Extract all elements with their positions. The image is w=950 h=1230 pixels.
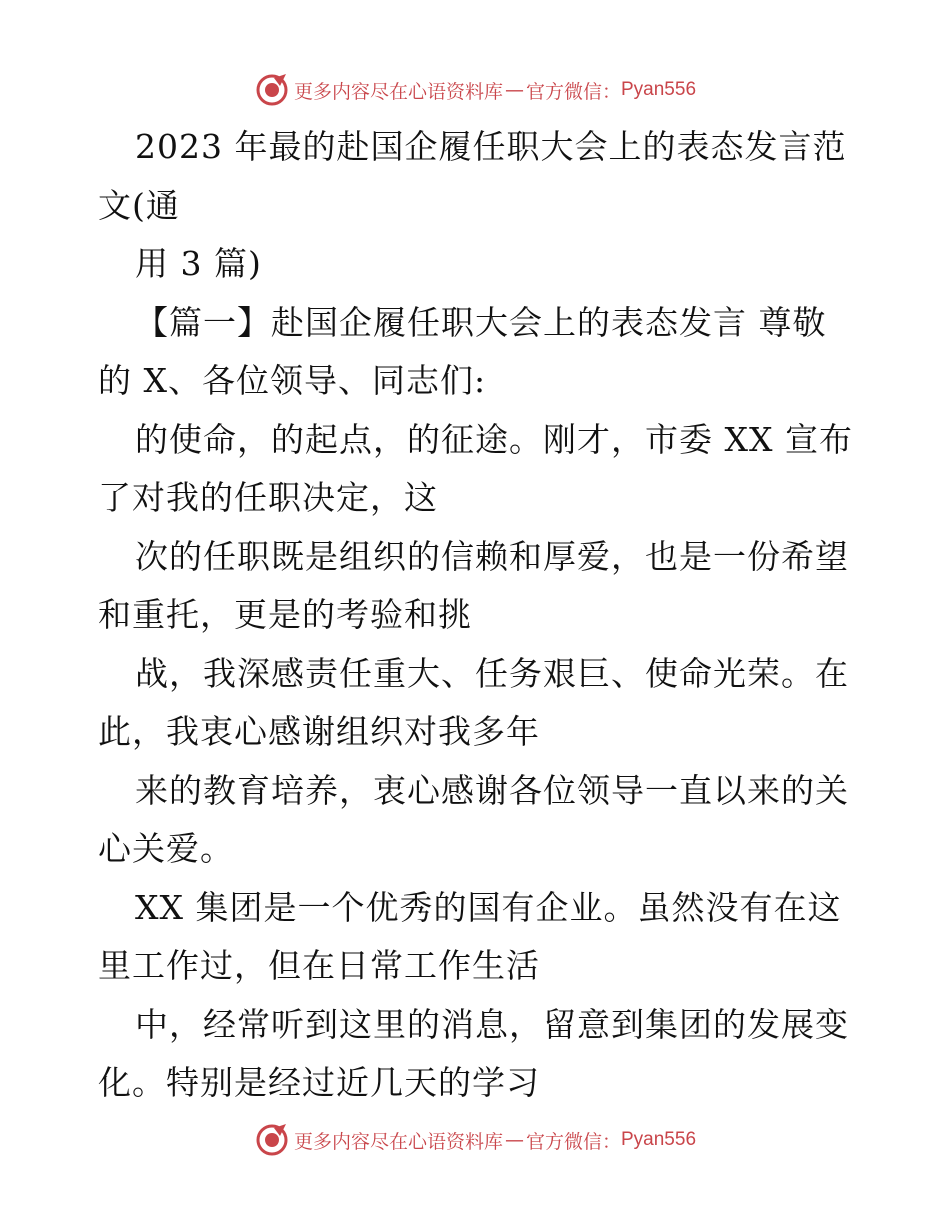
header-banner: [0, 70, 950, 110]
banner-wechat-label: 官方微信：: [525, 80, 621, 103]
text-line: 中，经常听到这里的消息，留意到集团的发展变: [135, 1004, 849, 1044]
text-line: 战，我深感责任重大、任务艰巨、使命光荣。在: [135, 653, 849, 693]
text-line: 此，我衷心感谢组织对我多年: [98, 712, 540, 751]
text-line: XX 集团是一个优秀的国有企业。虽然没有在这: [135, 887, 842, 927]
text-line: 【篇一】赴国企履任职大会上的表态发言 尊敬: [135, 302, 827, 342]
text-line: 文(通: [98, 185, 180, 225]
text-line: 了对我的任职决定，这: [98, 478, 438, 517]
banner-wechat-label: 官方微信：: [525, 1130, 621, 1153]
banner-handle: Pyan556: [621, 1129, 697, 1150]
text-line: 和重托，更是的考验和挑: [98, 595, 472, 634]
text-line: 的使命，的起点，的征途。刚才，市委 XX 宣布: [135, 419, 853, 459]
document-body: [98, 118, 858, 1113]
logo-icon: [254, 72, 290, 108]
logo-icon: [254, 1122, 290, 1158]
text-line: 用 3 篇): [135, 244, 262, 283]
banner-separator: —: [504, 79, 524, 101]
text-line: 的 X、各位领导、同志们:: [98, 361, 487, 400]
banner-separator: —: [504, 1129, 524, 1151]
text-line: 里工作过，但在日常工作生活: [98, 946, 540, 985]
text-line: 来的教育培养，衷心感谢各位领导一直以来的关: [135, 770, 849, 810]
text-line: 2023 年最的赴国企履任职大会上的表态发言范: [135, 127, 847, 166]
banner-handle: Pyan556: [621, 79, 697, 100]
text-line: 次的任职既是组织的信赖和厚爱，也是一份希望: [135, 536, 849, 576]
banner-brand: 更多内容尽在心语资料库: [293, 1130, 503, 1153]
text-line: 化。特别是经过近几天的学习: [98, 1063, 540, 1102]
text-line: 心关爱。: [98, 829, 234, 868]
banner-brand: 更多内容尽在心语资料库: [293, 80, 503, 103]
footer-banner: [0, 1120, 950, 1160]
